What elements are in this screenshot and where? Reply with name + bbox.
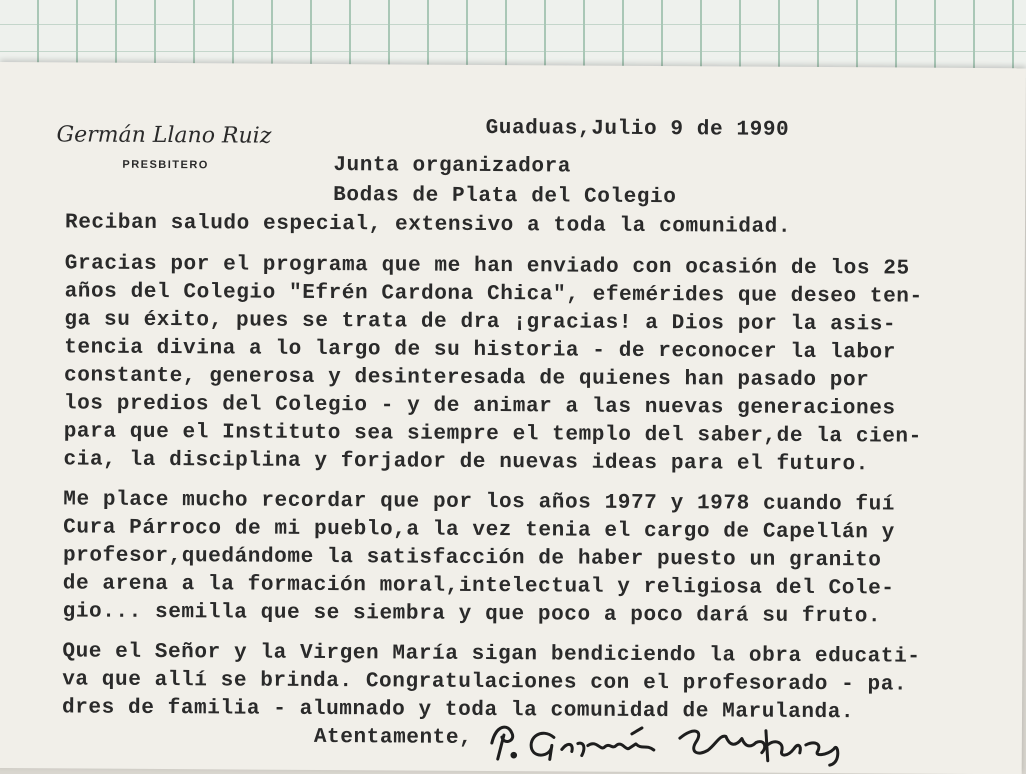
body-line: de arena a la formación moral,intelectual y religiosa del Cole- — [62, 572, 895, 601]
recipient-line-1: Junta organizadora — [333, 154, 572, 179]
body-line: Gracias por el programa que me han enviado con ocasión de los 25 — [64, 252, 910, 281]
body-line: constante, generosa y desinteresada de quienes han pasado por — [64, 364, 870, 393]
letter-date: Guaduas,Julio 9 de 1990 — [485, 116, 790, 142]
handwritten-signature — [484, 715, 864, 772]
body-line: dres de familia - alumnado y toda la comunidad de Marulanda. — [61, 696, 855, 725]
body-line: ga su éxito, pues se trata de dra ¡gracias! a Dios por la asis- — [64, 308, 897, 337]
body-line: profesor,quedándome la satisfacción de haber puesto un granito — [62, 544, 882, 573]
body-line: Cura Párroco de mi pueblo,a la vez tenia el cargo de Capellán y — [63, 516, 895, 545]
greeting-line: Reciban saludo especial, extensivo a toda la comunidad. — [64, 211, 792, 239]
body-line: años del Colegio "Efrén Cardona Chica", efemérides que deseo ten- — [64, 280, 923, 309]
body-line: tencia divina a lo largo de su historia - de reconocer la labor — [64, 336, 897, 365]
closing: Atentamente, — [313, 725, 473, 750]
body-line: cia, la disciplina y forjador de nuevas ideas para el futuro. — [63, 448, 869, 477]
letter-paper — [0, 62, 1026, 774]
body-line: Me place mucho recordar que por los años 1977 y 1978 cuando fuí — [63, 488, 896, 517]
body-line: para que el Instituto sea siempre el templo del saber,de la cien- — [63, 420, 922, 449]
body-line: gio... semilla que se siembra y que poco a poco dará su fruto. — [62, 600, 882, 629]
body-line: Que el Señor y la Virgen María sigan bendiciendo la obra educati- — [62, 640, 921, 669]
letterhead-name: Germán Llano Ruiz — [56, 122, 272, 149]
letterhead-title: PRESBITERO — [122, 158, 209, 172]
recipient-line-2: Bodas de Plata del Colegio — [333, 184, 677, 210]
body-line: va que allí se brinda. Congratulaciones con el profesorado - pa. — [62, 668, 908, 697]
body-line: los predios del Colegio - y de animar a las nuevas generaciones — [63, 392, 896, 421]
